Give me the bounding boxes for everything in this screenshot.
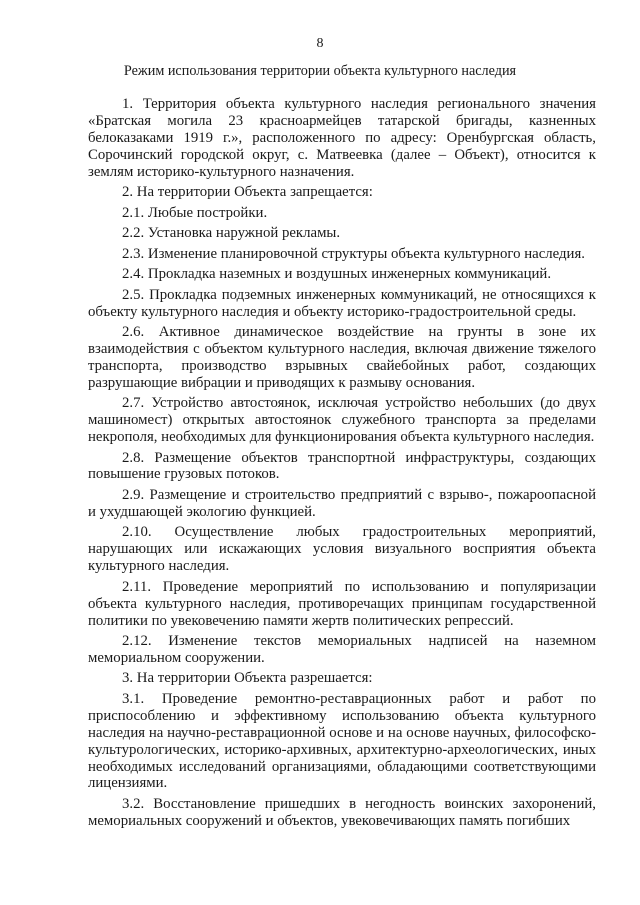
paragraph-2-8: 2.8. Размещение объектов транспортной инфраструктуры, создающих повышение грузовых потоков. xyxy=(88,449,596,483)
paragraph-2-9: 2.9. Размещение и строительство предприятий с взрыво-, пожароопасной и ухудшающей экологию функцией. xyxy=(88,486,596,520)
page-number: 8 xyxy=(316,36,324,51)
paragraph-2-11: 2.11. Проведение мероприятий по использованию и популяризации объекта культурного наследия, противоречащих принципам государственной политики по увековечению памяти жертв политических репрессий. xyxy=(88,578,596,629)
paragraph-3-1: 3.1. Проведение ремонтно-реставрационных работ и работ по приспособлению и эффективному использованию объекта культурного наследия на научно-реставрационной основе и на основе научных, философско-культурологических, историко-архивных, архитектурно-археологических, иных необходимых исследований организациями, обладающими соответствующими лицензиями. xyxy=(88,690,596,792)
paragraph-2-3: 2.3. Изменение планировочной структуры объекта культурного наследия. xyxy=(122,245,585,262)
paragraph-3-2: 3.2. Восстановление пришедших в негодность воинских захоронений, мемориальных сооружений и объектов, увековечивающих память погибших xyxy=(88,795,596,829)
document-title: Режим использования территории объекта культурного наследия xyxy=(123,63,517,79)
paragraph-2-6: 2.6. Активное динамическое воздействие на грунты в зоне их взаимодействия с объектом культурного наследия, включая движение тяжелого транспорта, производство взрывных свайебойных работ, создающих разрушающие вибрации и приводящих к размыву основания. xyxy=(88,324,596,391)
paragraph-2: 2. На территории Объекта запрещается: xyxy=(122,184,373,201)
paragraph-2-10: 2.10. Осуществление любых градостроительных мероприятий, нарушающих или искажающих условия визуального восприятия объекта культурного наследия. xyxy=(88,524,596,575)
paragraph-2-12: 2.12. Изменение текстов мемориальных надписей на наземном мемориальном сооружении. xyxy=(88,633,596,666)
paragraph-3: 3. На территории Объекта разрешается: xyxy=(122,670,373,687)
paragraph-2-7: 2.7. Устройство автостоянок, исключая устройство небольших (до двух машиномест) открытых автостоянок служебного транспорта за пределами некрополя, необходимых для функционирования объекта культурного наследия. xyxy=(88,395,596,446)
paragraph-2-4: 2.4. Прокладка наземных и воздушных инженерных коммуникаций. xyxy=(122,266,552,283)
paragraph-1: 1. Территория объекта культурного наследия регионального значения «Братская могила 23 красноармейцев татарской бригады, казненных белоказаками 1919 г.», расположенного по адресу: Оренбургская область, Сорочинский городской округ, с. Матвеевка (далее – Объект), относится к землям историко-культурного назначения. xyxy=(88,96,596,180)
paragraph-2-5: 2.5. Прокладка подземных инженерных коммуникаций, не относящихся к объекту культурного наследия и объекту историко-градостроительной среды. xyxy=(88,286,596,320)
document-body xyxy=(88,96,596,833)
paragraph-2-2: 2.2. Установка наружной рекламы. xyxy=(122,225,341,242)
paragraph-2-1: 2.1. Любые постройки. xyxy=(122,204,268,221)
